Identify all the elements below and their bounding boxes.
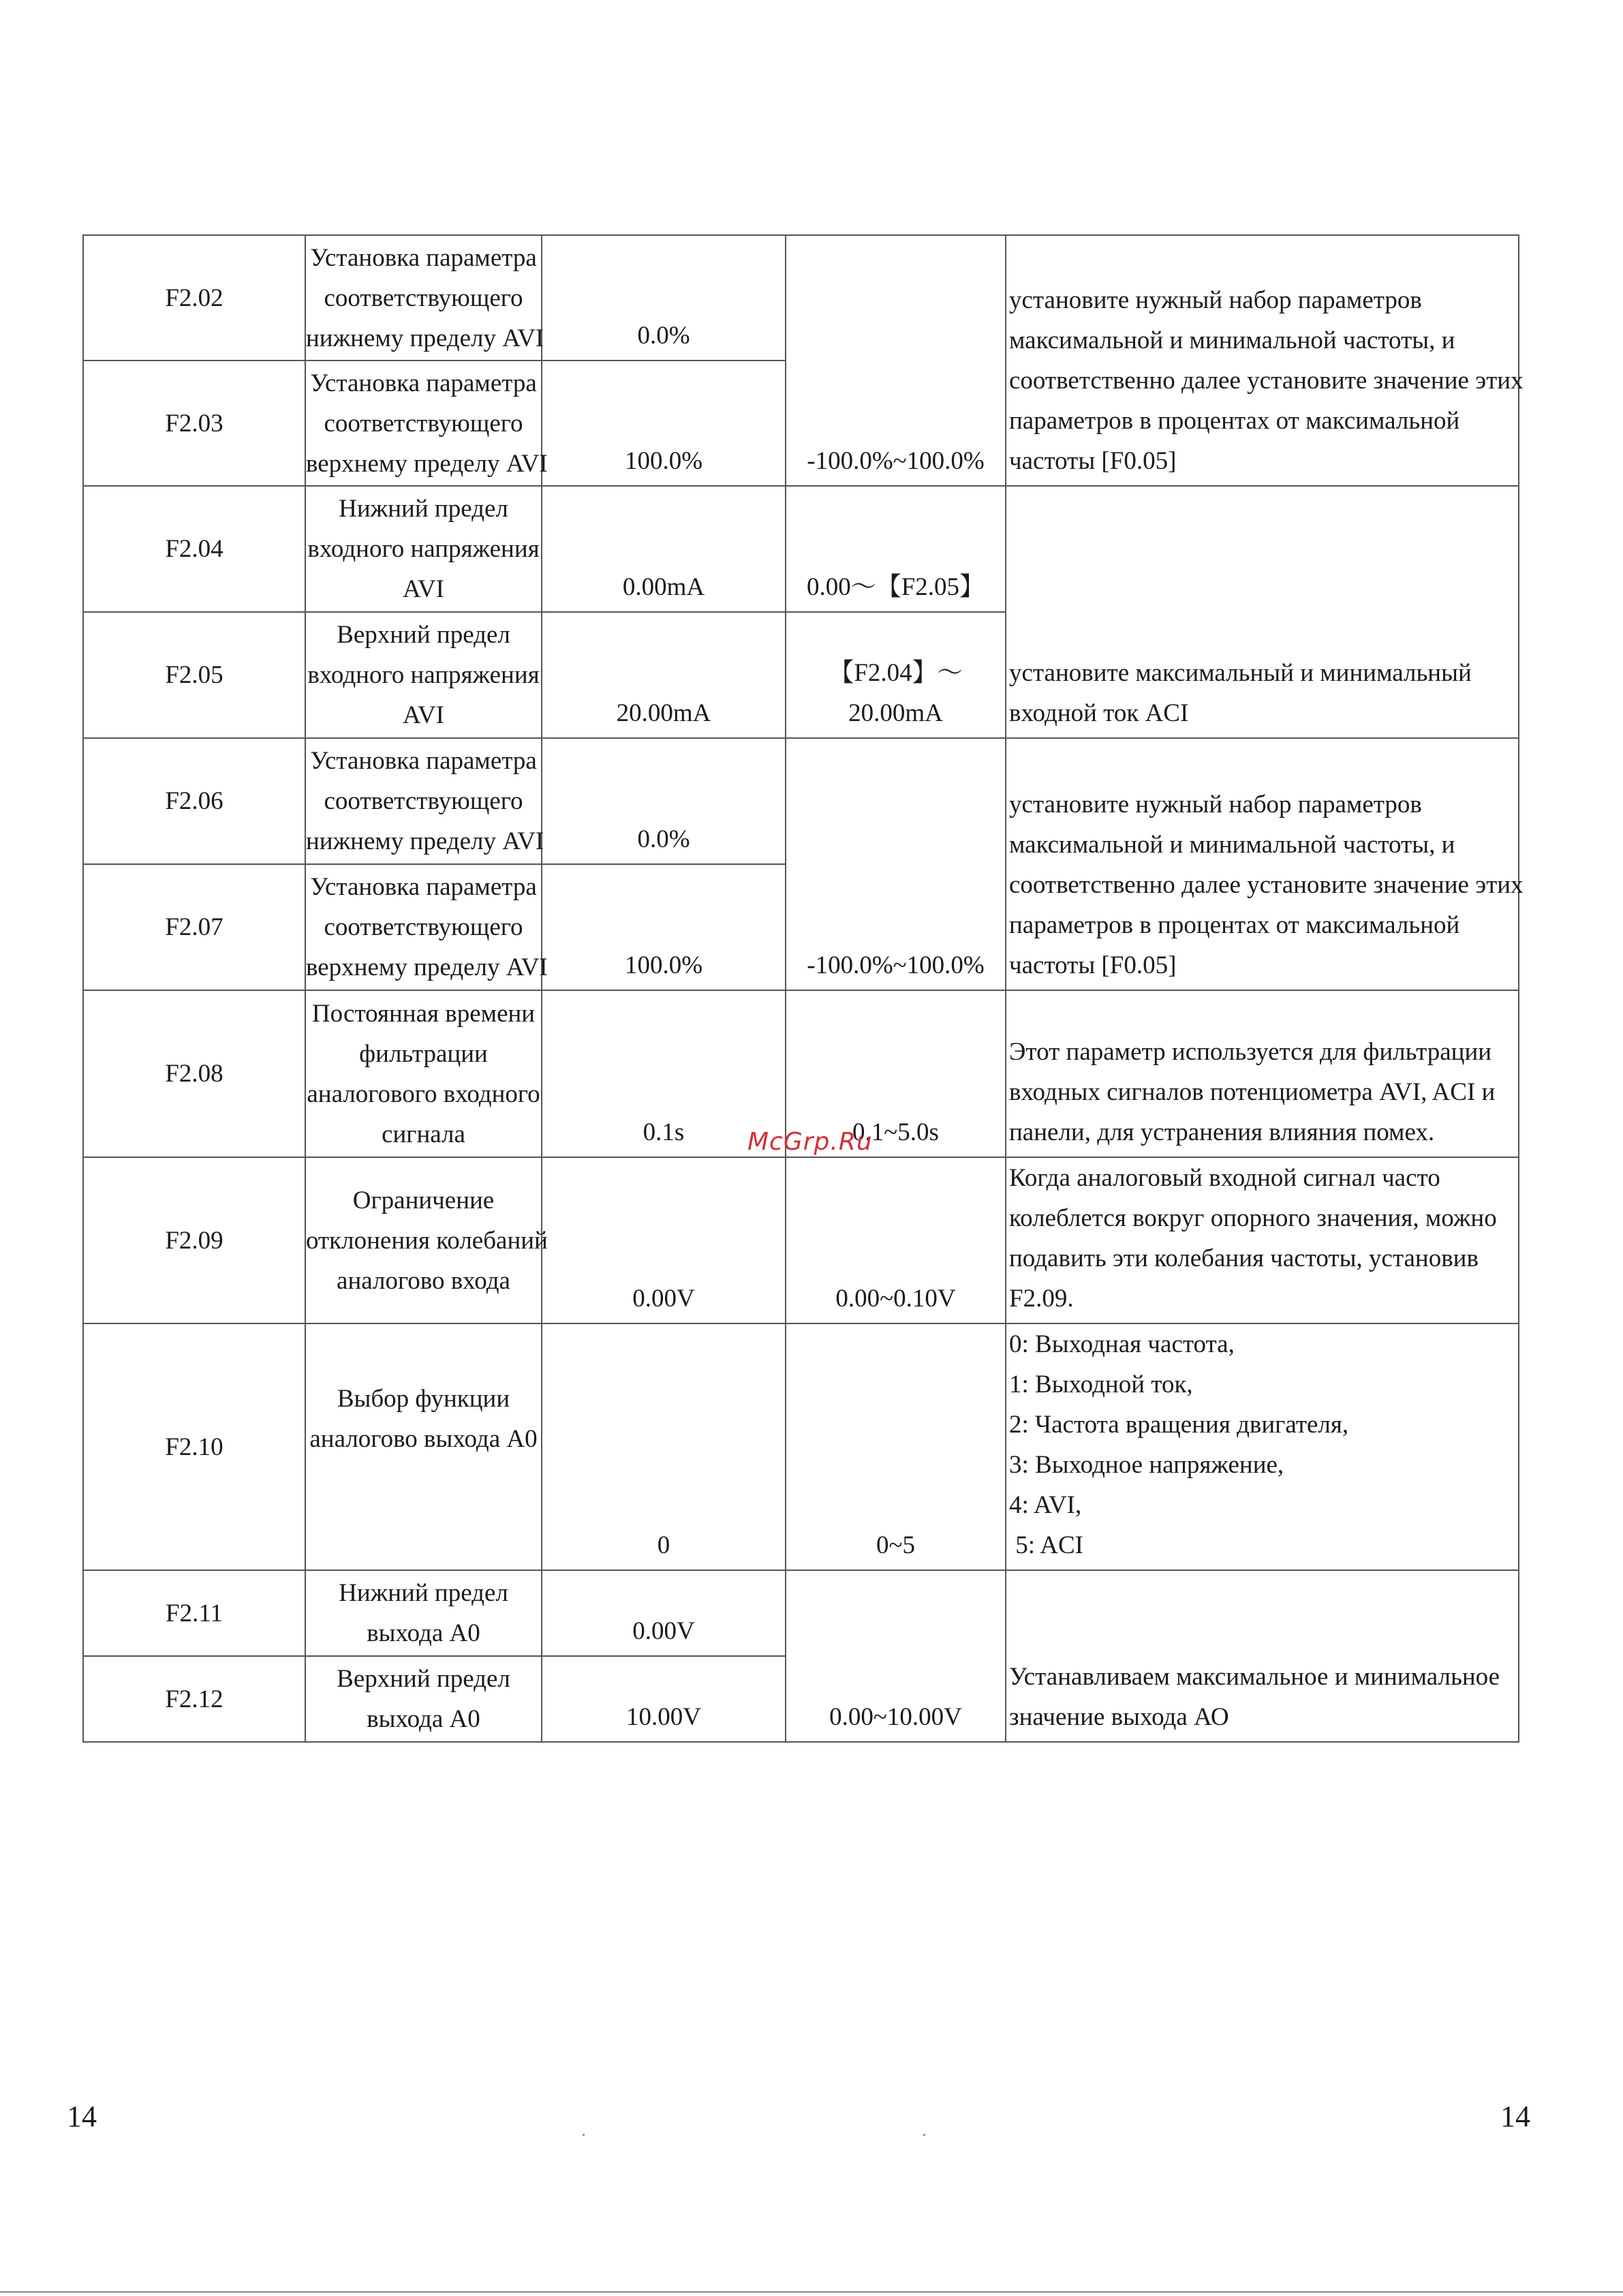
param-description: установите максимальный и минимальный входной ток ACI	[1006, 486, 1519, 738]
param-code: F2.08	[83, 990, 305, 1157]
watermark: McGrp.Ru	[747, 1128, 873, 1156]
param-name: Установка параметра соответствующего нижнему пределу AVI	[305, 235, 542, 361]
param-code: F2.05	[83, 612, 305, 738]
param-code: F2.06	[83, 738, 305, 864]
param-default: 10.00V	[542, 1656, 786, 1742]
param-range: 0.00~10.00V	[786, 1570, 1006, 1742]
param-range: -100.0%~100.0%	[786, 738, 1006, 990]
scan-speck	[583, 2134, 585, 2136]
param-range: 0.00～【F2.05】	[786, 486, 1006, 612]
param-code: F2.02	[83, 235, 305, 361]
param-name: Нижний предел входного напряжения AVI	[305, 486, 542, 612]
param-description: Этот параметр используется для фильтрации входных сигналов потенциометра AVI, ACI и панели, для устранения влияния помех.	[1006, 990, 1519, 1157]
param-name: Выбор функции аналогово выхода A0	[305, 1323, 542, 1570]
table-row	[83, 486, 1519, 612]
page-number-right: 14	[1500, 2100, 1530, 2133]
param-default: 0	[542, 1323, 786, 1570]
param-range: 【F2.04】～ 20.00mA	[786, 612, 1006, 738]
scan-speck	[923, 2134, 925, 2136]
param-code: F2.03	[83, 361, 305, 486]
param-code: F2.07	[83, 864, 305, 990]
param-name: Ограничение отклонения колебаний аналогово входа	[305, 1157, 542, 1323]
table-row	[83, 1323, 1519, 1570]
param-name: Верхний предел выхода A0	[305, 1656, 542, 1742]
param-range: -100.0%~100.0%	[786, 235, 1006, 486]
param-default: 0.00mA	[542, 486, 786, 612]
param-default: 0.1s	[542, 990, 786, 1157]
param-description: установите нужный набор параметров максимальной и минимальной частоты, и соответственно далее установите значение этих параметров в процентах от максимальной частоты [F0.05]	[1006, 235, 1519, 486]
param-code: F2.04	[83, 486, 305, 612]
param-name: Верхний предел входного напряжения AVI	[305, 612, 542, 738]
param-code: F2.09	[83, 1157, 305, 1323]
param-description: установите нужный набор параметров максимальной и минимальной частоты, и соответственно далее установите значение этих параметров в процентах от максимальной частоты [F0.05]	[1006, 738, 1519, 990]
param-name: Установка параметра соответствующего верхнему пределу AVI	[305, 864, 542, 990]
param-default: 0.0%	[542, 738, 786, 864]
param-range: 0.00~0.10V	[786, 1157, 1006, 1323]
param-default: 100.0%	[542, 864, 786, 990]
param-default: 0.0%	[542, 235, 786, 361]
table-row	[83, 235, 1519, 361]
table-row	[83, 738, 1519, 864]
param-code: F2.12	[83, 1656, 305, 1742]
param-description: Когда аналоговый входной сигнал часто колеблется вокруг опорного значения, можно подавить эти колебания частоты, установив F2.09.	[1006, 1157, 1519, 1323]
param-default: 0.00V	[542, 1570, 786, 1656]
param-range: 0.1~5.0s	[786, 990, 1006, 1157]
param-default: 0.00V	[542, 1157, 786, 1323]
parameter-table	[82, 234, 1524, 1743]
param-name: Установка параметра соответствующего верхнему пределу AVI	[305, 361, 542, 486]
table-row	[83, 1570, 1519, 1656]
param-default: 20.00mA	[542, 612, 786, 738]
param-name: Нижний предел выхода A0	[305, 1570, 542, 1656]
param-description: 0: Выходная частота, 1: Выходной ток, 2: Частота вращения двигателя, 3: Выходное напряжение, 4: AVI, 5: ACI	[1006, 1323, 1519, 1570]
param-description: Устанавливаем максимальное и минимальное значение выхода АО	[1006, 1570, 1519, 1742]
param-range: 0~5	[786, 1323, 1006, 1570]
param-default: 100.0%	[542, 361, 786, 486]
param-code: F2.10	[83, 1323, 305, 1570]
param-name: Установка параметра соответствующего нижнему пределу AVI	[305, 738, 542, 864]
param-name: Постоянная времени фильтрации аналогового входного сигнала	[305, 990, 542, 1157]
page-number-left: 14	[67, 2100, 97, 2133]
page-bottom-edge	[0, 2291, 1623, 2293]
param-code: F2.11	[83, 1570, 305, 1656]
table-row	[83, 1157, 1519, 1323]
